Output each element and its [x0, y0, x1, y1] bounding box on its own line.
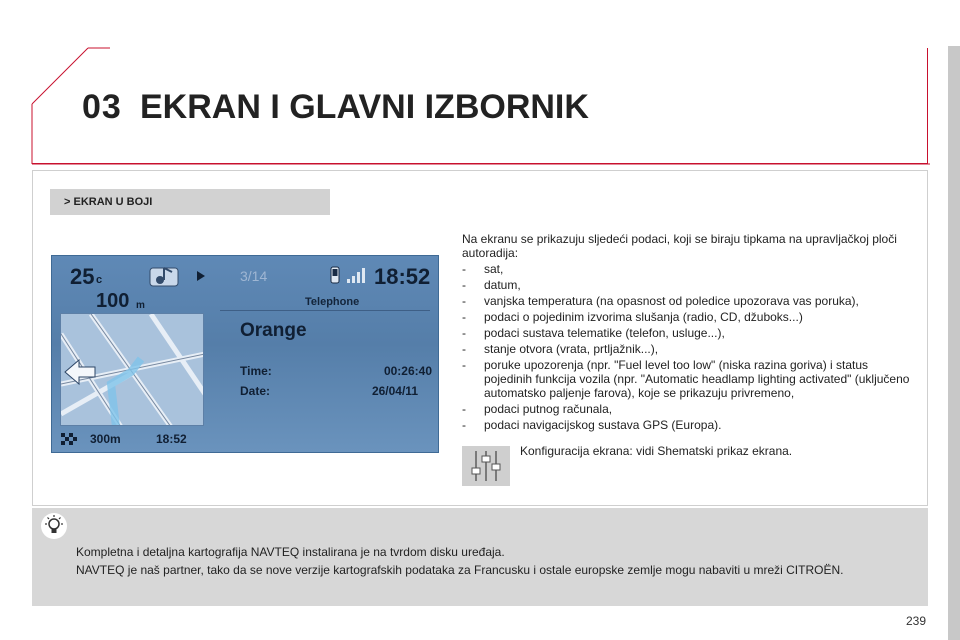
nav-arrow-icon [63, 358, 97, 386]
phone-icon [330, 266, 340, 284]
checkered-flag-icon [60, 432, 78, 446]
settings-sliders-icon [462, 446, 510, 486]
info-line: Kompletna i detaljna kartografija NAVTEQ instalirana je na tvrdom disku uređaja. [76, 545, 505, 559]
list-item: - sat, [462, 262, 912, 276]
screen-tab-underline [220, 310, 430, 311]
list-item: - stanje otvora (vrata, prtljažnik...), [462, 342, 912, 356]
header-bottom-line [32, 163, 930, 166]
chapter-number: 03 [82, 88, 122, 126]
screen-distance-unit: m [136, 300, 145, 311]
config-note: Konfiguracija ekrana: vidi Shematski prikaz ekrana. [520, 444, 793, 458]
page-edge-stripe [948, 46, 960, 640]
nav-map [60, 313, 204, 426]
list-item: - vanjska temperatura (na opasnost od poledice upozorava vas poruka), [462, 294, 912, 308]
screen-date-value: 26/04/11 [371, 384, 418, 398]
screen-nav-time: 18:52 [156, 432, 187, 446]
list-item: - poruke upozorenja (npr. "Fuel level too low" (niska razina goriva) i status pojedinih funkcija vozila (npr. "Automatic headlamp lighting activated" (uključeno automatsko paljenje farova), koje se prikazuju privremeno, [462, 358, 912, 400]
lightbulb-icon [40, 512, 68, 540]
list-item: - podaci putnog računala, [462, 402, 912, 416]
music-note-icon [148, 262, 182, 290]
screen-time-value: 00:26:40 [383, 364, 432, 378]
display-screen [51, 255, 439, 453]
intro-paragraph: Na ekranu se prikazuju sljedeći podaci, koji se biraju tipkama na upravljačkoj ploči autoradija: [462, 232, 897, 260]
screen-clock: 18:52 [374, 264, 431, 289]
info-text [76, 543, 843, 579]
list-item: - podaci o pojedinim izvorima slušanja (radio, CD, džuboks...) [462, 310, 912, 324]
screen-time-label: Time: [240, 364, 272, 378]
list-item: - podaci sustava telematike (telefon, usluge...), [462, 326, 912, 340]
screen-date-label: Date: [240, 384, 271, 398]
body-text [462, 232, 912, 434]
list-item: - datum, [462, 278, 912, 292]
screen-operator: Orange [240, 320, 307, 341]
info-list [462, 262, 912, 432]
info-line: NAVTEQ je naš partner, tako da se nove verzije kartografskih podataka za Francusku i ostale europske zemlje mogu nabaviti u mreži CITROËN. [76, 563, 844, 577]
screen-distance: 100 [96, 290, 130, 312]
page-title: EKRAN I GLAVNI IZBORNIK [140, 88, 589, 126]
play-icon [196, 270, 206, 282]
screen-nav-distance: 300m [90, 432, 121, 446]
screen-tab-telephone: Telephone [305, 296, 360, 308]
list-item: - podaci navigacijskog sustava GPS (Europa). [462, 418, 912, 432]
section-heading: > EKRAN U BOJI [50, 189, 330, 215]
signal-icon [346, 266, 366, 284]
screen-temp-unit: c [96, 274, 103, 286]
page-number: 239 [906, 614, 927, 628]
screen-temperature: 25 [70, 264, 95, 289]
screen-page-indicator: 3/14 [240, 268, 268, 284]
